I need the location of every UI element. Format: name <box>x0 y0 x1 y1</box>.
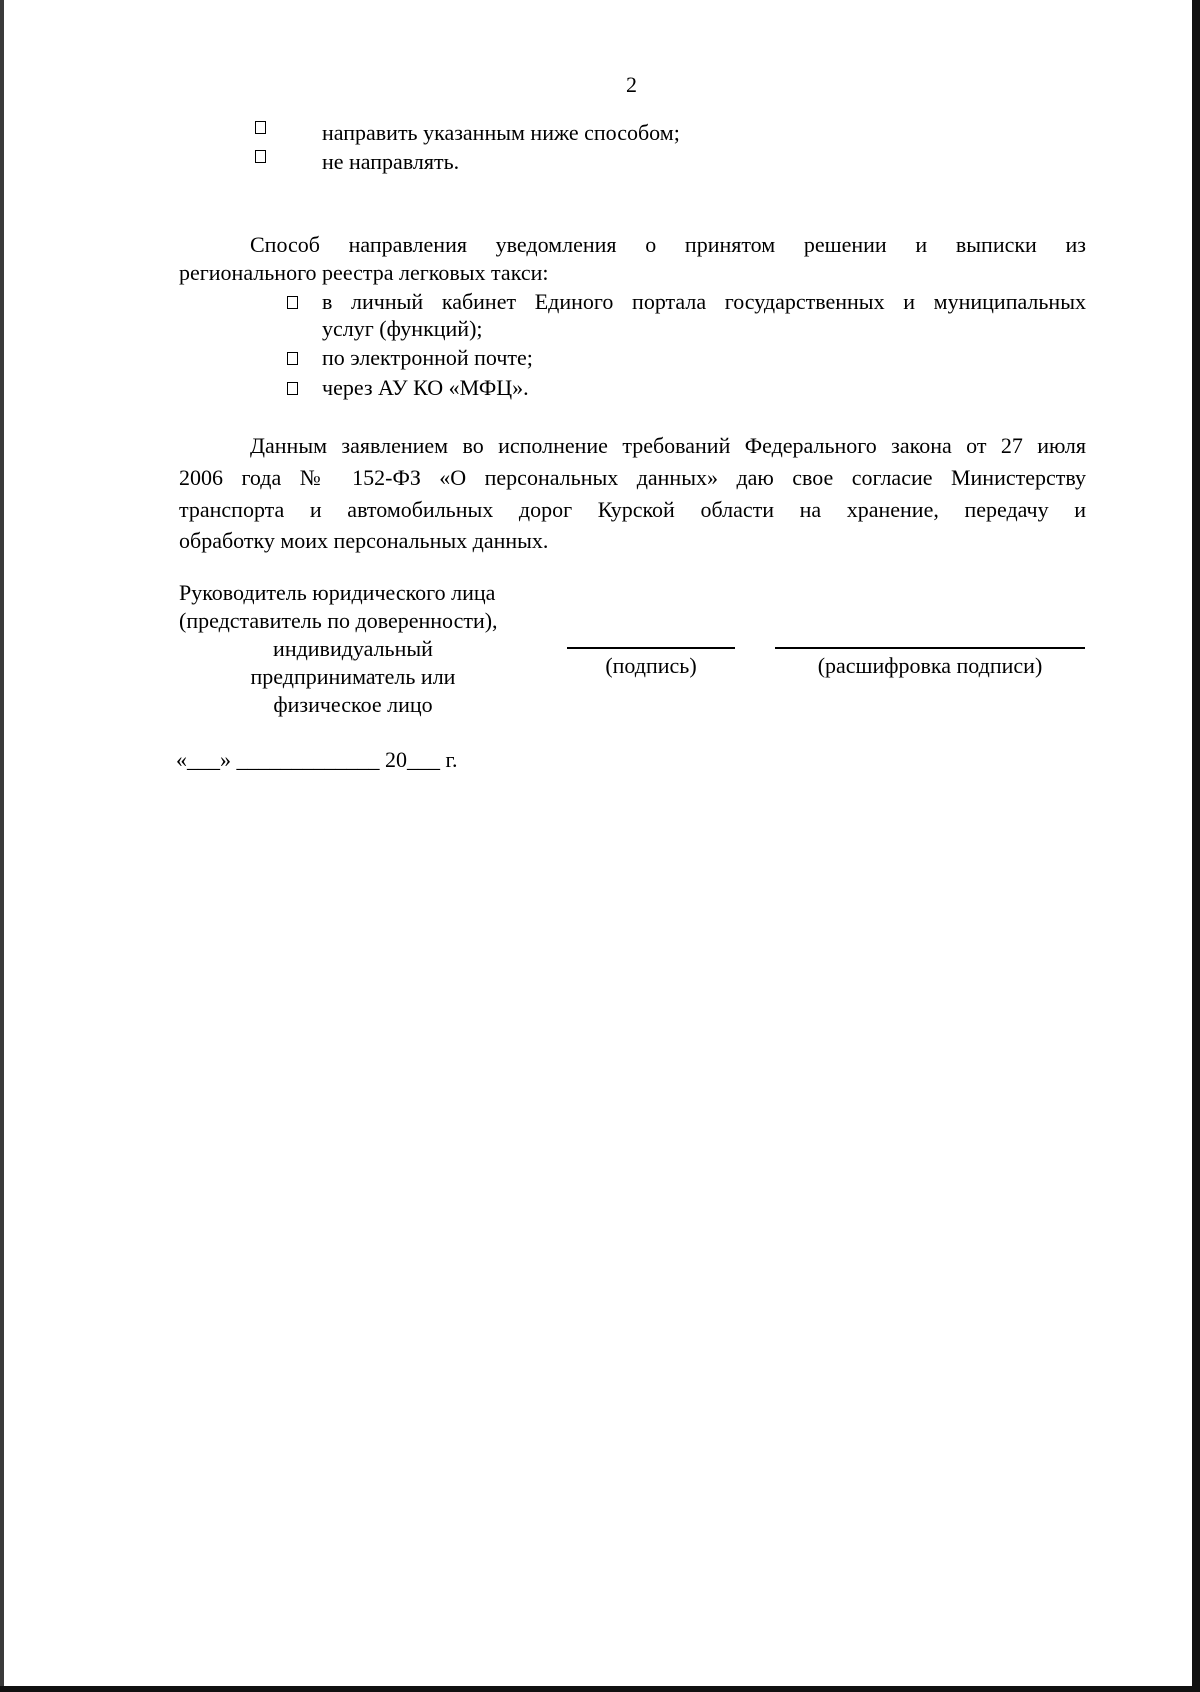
method-paragraph-line2: регионального реестра легковых такси: <box>179 260 549 285</box>
consent-line4: обработку моих персональных данных. <box>179 528 549 553</box>
checkbox-do-not-send[interactable] <box>255 150 266 163</box>
send-option-label: направить указанным ниже способом; <box>322 120 680 145</box>
send-option-label: не направлять. <box>322 149 460 174</box>
page-number: 2 <box>626 72 637 97</box>
signature-decode-field[interactable] <box>775 647 1085 649</box>
consent-line2: 2006 года № 152-ФЗ «О персональных данных» даю свое согласие Министерству <box>179 465 1086 490</box>
signer-line5: физическое лицо <box>273 692 433 717</box>
signature-label: (подпись) <box>605 653 697 678</box>
checkbox-portal[interactable] <box>287 296 298 309</box>
signer-line2: (представитель по доверенности), <box>179 608 498 633</box>
checkbox-email[interactable] <box>287 352 298 365</box>
method-option-portal: в личный кабинет Единого портала государственных и муниципальных <box>322 289 1086 314</box>
signer-line4: предприниматель или <box>250 664 456 689</box>
consent-line1: Данным заявлением во исполнение требований Федерального закона от 27 июля <box>250 433 1086 458</box>
signature-decode-label: (расшифровка подписи) <box>817 653 1043 678</box>
method-option-mfc: через АУ КО «МФЦ». <box>322 375 529 400</box>
checkbox-send[interactable] <box>255 121 266 134</box>
signer-line1: Руководитель юридического лица <box>179 580 496 605</box>
signer-line3: индивидуальный <box>273 636 433 661</box>
scan-border-right <box>1192 0 1200 1692</box>
method-paragraph-line1: Способ направления уведомления о принятом решении и выписки из <box>250 232 1086 257</box>
method-option-portal-line2: услуг (функций); <box>322 316 483 341</box>
scan-border-left <box>0 0 4 1692</box>
consent-line3: транспорта и автомобильных дорог Курской области на хранение, передачу и <box>179 497 1086 522</box>
signature-field[interactable] <box>567 647 735 649</box>
method-option-email: по электронной почте; <box>322 345 533 370</box>
checkbox-mfc[interactable] <box>287 382 298 395</box>
scan-border-bottom <box>0 1686 1200 1692</box>
date-line[interactable]: «___» _____________ 20___ г. <box>176 747 458 772</box>
